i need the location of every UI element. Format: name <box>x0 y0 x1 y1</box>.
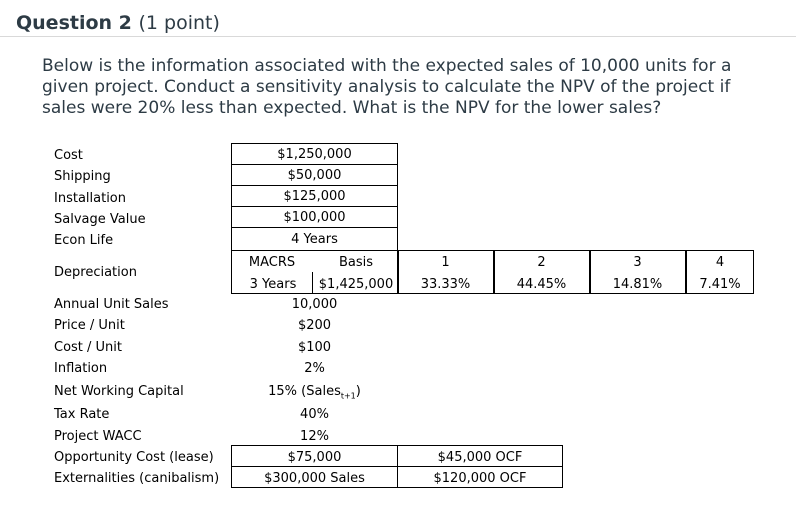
ext-ocf-value: $120,000 OCF <box>433 471 527 486</box>
opp-ocf-box <box>397 445 563 467</box>
annual-sales-value: 10,000 <box>291 297 338 312</box>
cost-box <box>231 143 398 165</box>
econ-life-box <box>231 227 398 251</box>
label-depreciation: Depreciation <box>54 265 137 280</box>
rate-year-3: 14.81% <box>612 277 663 292</box>
label-externalities: Externalities (canibalism) <box>54 471 220 486</box>
question-points: (1 point) <box>138 12 220 34</box>
nwc-value <box>231 384 398 401</box>
opp-cost-box <box>231 445 398 467</box>
rate-year-4: 7.41% <box>699 277 741 292</box>
nwc-close: ) <box>355 384 361 399</box>
question-number: Question 2 <box>16 12 132 34</box>
rate-year-2: 44.45% <box>516 277 567 292</box>
question-header <box>0 0 796 37</box>
opp-cost-value: $75,000 <box>287 450 342 465</box>
label-cost-unit: Cost / Unit <box>54 340 123 355</box>
externalities-value: $300,000 Sales <box>264 471 365 486</box>
year-2: 2 <box>537 255 546 270</box>
year-3: 3 <box>633 255 642 270</box>
label-price-unit: Price / Unit <box>54 318 125 333</box>
label-shipping: Shipping <box>54 169 111 184</box>
opp-ocf-value: $45,000 OCF <box>437 450 523 465</box>
inflation-value: 2% <box>304 361 325 376</box>
label-econ-life: Econ Life <box>54 233 114 248</box>
label-installation: Installation <box>54 191 127 206</box>
externalities-box <box>231 466 398 488</box>
basis-label: Basis <box>338 255 374 270</box>
installation-box <box>231 185 398 207</box>
nwc-subscript: t+1 <box>340 391 356 401</box>
econ-life-value: 4 Years <box>291 232 338 247</box>
tax-value: 40% <box>300 407 329 422</box>
year-4: 4 <box>715 255 725 270</box>
cost-unit-value: $100 <box>297 340 332 355</box>
salvage-box <box>231 206 398 228</box>
year-1: 1 <box>441 255 450 270</box>
question-prompt: Below is the information associated with the expected sales of 10,000 units for a given project. Conduct a sensitivity analysis to calculate the NPV of the project if sales were 20% less than expected. What is the NPV for the lower sales? <box>42 56 732 118</box>
label-inflation: Inflation <box>54 361 108 376</box>
ext-ocf-box <box>397 466 563 488</box>
rate-year-1: 33.33% <box>420 277 471 292</box>
shipping-value: $50,000 <box>287 168 342 183</box>
basis-value: $1,425,000 <box>318 277 394 292</box>
nwc-main: 15% (Sales <box>268 384 341 399</box>
shipping-box <box>231 164 398 186</box>
label-project-wacc: Project WACC <box>54 429 142 444</box>
macrs-years: 3 Years <box>249 277 297 292</box>
price-value: $200 <box>297 318 332 333</box>
label-tax-rate: Tax Rate <box>54 407 110 422</box>
wacc-value: 12% <box>300 429 329 444</box>
cost-value: $1,250,000 <box>277 147 352 162</box>
salvage-value: $100,000 <box>283 210 346 225</box>
label-cost: Cost <box>54 148 83 163</box>
installation-value: $125,000 <box>283 189 346 204</box>
label-net-working-capital: Net Working Capital <box>54 384 184 399</box>
question-title <box>16 12 220 34</box>
macrs-label: MACRS <box>248 255 296 270</box>
label-annual-unit-sales: Annual Unit Sales <box>54 297 169 312</box>
label-opportunity-cost: Opportunity Cost (lease) <box>54 450 214 465</box>
label-salvage-value: Salvage Value <box>54 212 146 227</box>
